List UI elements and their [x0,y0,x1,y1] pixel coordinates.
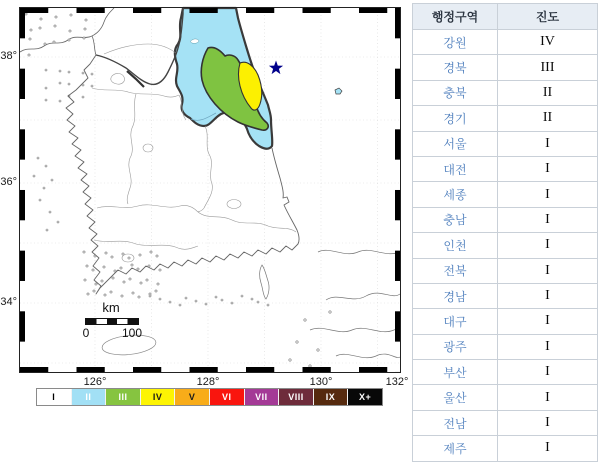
legend-cell-IV: IV [141,389,176,405]
intensity-value: I [498,385,598,410]
legend-cell-VIII: VIII [279,389,314,405]
region-name: 전북 [413,258,498,283]
intensity-value: I [498,410,598,435]
intensity-value: I [498,233,598,258]
header-intensity: 진도 [498,4,598,30]
intensity-value: I [498,283,598,308]
table-row [413,385,598,410]
lat-label-34: 34° [0,296,17,309]
legend-cell-II: II [72,389,107,405]
lon-label-130: 130° [303,376,339,389]
region-name: 부산 [413,360,498,385]
region-name: 경남 [413,283,498,308]
legend-cell-III: III [106,389,141,405]
legend-cell-I: I [37,389,72,405]
scalebar [85,318,139,325]
region-name: 강원 [413,30,498,55]
legend-cell-X+: X+ [348,389,382,405]
intensity-legend [36,388,383,406]
region-name: 세종 [413,182,498,207]
region-name: 경북 [413,55,498,80]
table-row [413,156,598,181]
intensity-value: I [498,207,598,232]
intensity-value: IV [498,30,598,55]
intensity-value: I [498,360,598,385]
region-name: 충북 [413,80,498,105]
scalebar-unit-label: km [96,300,126,315]
table-row [413,80,598,105]
table-row [413,309,598,334]
table-row [413,30,598,55]
region-name: 충남 [413,207,498,232]
lat-label-36: 36° [0,176,17,189]
region-name: 대구 [413,309,498,334]
lon-label-132: 132° [379,376,415,389]
table-row [413,436,598,461]
region-name: 전남 [413,410,498,435]
intensity-value: I [498,436,598,461]
region-name: 울산 [413,385,498,410]
intensity-value: II [498,106,598,131]
lat-label-38: 38° [0,50,17,63]
table-row [413,410,598,435]
scalebar-end-label: 100 [118,326,146,340]
table-header-row [413,4,598,30]
table-row [413,207,598,232]
intensity-value: I [498,182,598,207]
table-row [413,182,598,207]
legend-cell-IX: IX [314,389,349,405]
table-row [413,55,598,80]
table-row [413,360,598,385]
legend-cell-V: V [175,389,210,405]
table-row [413,258,598,283]
intensity-value: III [498,55,598,80]
intensity-value: I [498,334,598,359]
scalebar-start-label: 0 [78,326,94,340]
region-intensity-table [412,3,598,462]
table-row [413,131,598,156]
legend-cell-VI: VI [210,389,245,405]
intensity-value: I [498,131,598,156]
region-name: 광주 [413,334,498,359]
intensity-value: II [498,80,598,105]
legend-cell-VII: VII [245,389,280,405]
intensity-value: I [498,258,598,283]
table-row [413,106,598,131]
table-row [413,233,598,258]
region-name: 대전 [413,156,498,181]
region-name: 제주 [413,436,498,461]
intensity-value: I [498,309,598,334]
region-name: 경기 [413,106,498,131]
header-region: 행정구역 [413,4,498,30]
lon-label-126: 126° [77,376,113,389]
intensity-table-body [413,30,598,462]
region-name: 인천 [413,233,498,258]
intensity-value: I [498,156,598,181]
lon-label-128: 128° [190,376,226,389]
table-row [413,334,598,359]
region-name: 서울 [413,131,498,156]
table-row [413,283,598,308]
